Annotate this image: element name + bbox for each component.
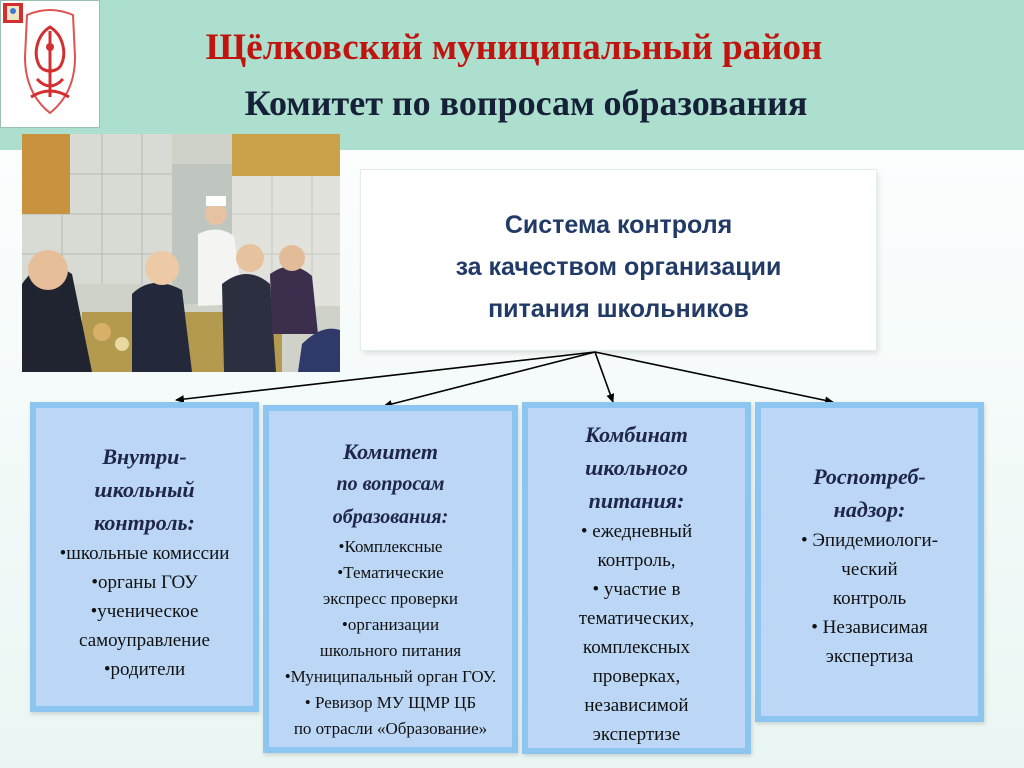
list-item: •организации bbox=[341, 615, 440, 634]
list-item: контроль bbox=[832, 588, 907, 609]
card-heading: Внутри- школьный контроль: bbox=[94, 444, 195, 535]
district-title: Щёлковский муниципальный район bbox=[205, 27, 823, 68]
list-item: независимой bbox=[584, 695, 689, 716]
arrow-to-combine bbox=[595, 352, 613, 402]
list-item: •Комплексные bbox=[338, 537, 443, 556]
card-heading: Роспотреб- надзор: bbox=[813, 464, 926, 522]
card-committee bbox=[263, 405, 518, 753]
list-item: • Ревизор МУ ЩМР ЦБ bbox=[304, 693, 477, 712]
list-item: •ученическое bbox=[90, 601, 199, 622]
list-item: экспертиза bbox=[825, 646, 914, 667]
list-item: экспертизе bbox=[592, 724, 681, 745]
committee-title: Комитет по вопросам образования bbox=[244, 83, 808, 123]
system-line-1: Система контроля bbox=[504, 211, 733, 239]
list-item: • ежедневный bbox=[580, 521, 693, 542]
system-line-2: за качеством организации bbox=[455, 253, 782, 281]
list-item: •Муниципальный орган ГОУ. bbox=[284, 667, 497, 686]
list-item: экспресс проверки bbox=[322, 589, 458, 608]
list-item: тематических, bbox=[578, 608, 695, 629]
list-item: комплексных bbox=[582, 637, 691, 658]
list-item: • Эпидемиологи- bbox=[800, 530, 939, 551]
system-line-3: питания школьников bbox=[488, 295, 749, 323]
list-item: проверках, bbox=[592, 666, 681, 687]
list-item: контроль, bbox=[597, 550, 676, 571]
list-item: ческий bbox=[841, 559, 898, 580]
card-internal-control bbox=[30, 402, 259, 712]
list-item: •школьные комиссии bbox=[59, 543, 230, 564]
list-item: •родители bbox=[103, 659, 186, 680]
list-item: • участие в bbox=[592, 579, 681, 600]
card-school-nutrition-plant bbox=[522, 402, 751, 754]
list-item: •Тематические bbox=[337, 563, 444, 582]
card-rospotrebnadzor bbox=[755, 402, 984, 722]
card-heading: Комитет по вопросам образования: bbox=[332, 439, 449, 528]
list-item: самоуправление bbox=[79, 630, 210, 651]
arrow-to-internal bbox=[176, 352, 595, 400]
arrow-to-committee bbox=[384, 352, 595, 406]
arrow-to-rospotreb bbox=[595, 352, 833, 402]
list-item: • Независимая bbox=[811, 617, 928, 638]
list-item: •органы ГОУ bbox=[91, 572, 198, 593]
list-item: по отрасли «Образование» bbox=[293, 719, 488, 738]
card-heading: Комбинат школьного питания: bbox=[585, 422, 688, 513]
list-item: школьного питания bbox=[319, 641, 462, 660]
